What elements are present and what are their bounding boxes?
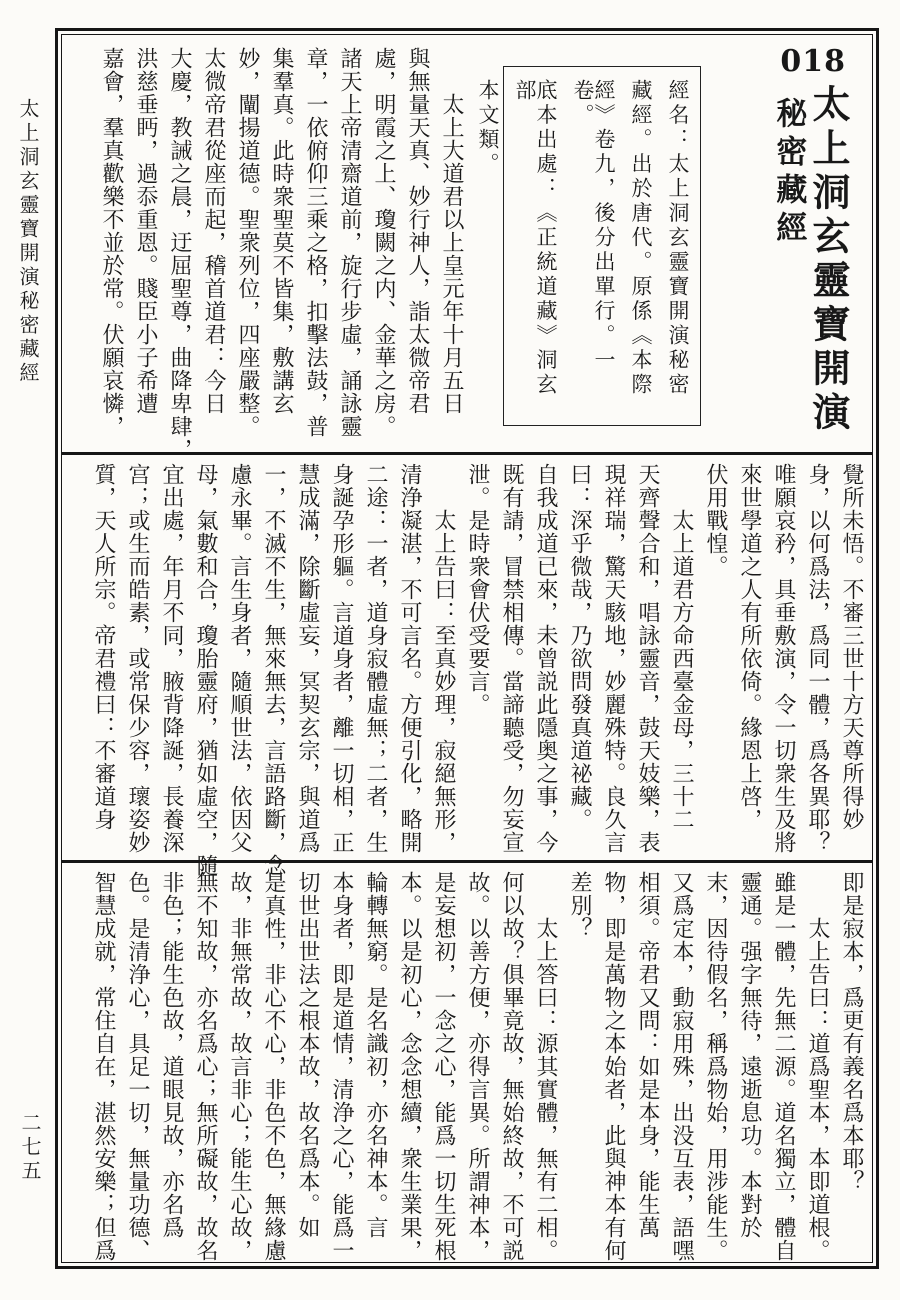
band-middle	[62, 455, 872, 877]
text-column: 故。以善方便，亦得言異。所謂神本，	[465, 871, 490, 1262]
text-column: 物，即是萬物之本始者，此與神本有何	[601, 871, 626, 1262]
text-column: 切世出世法之根本故，故名爲本。如	[295, 871, 320, 1239]
text-column: 宜出處，年月不同，腋背降誕，長養深	[159, 463, 184, 854]
text-column: 智慧成就，常住自在，湛然安樂；但爲	[91, 871, 116, 1262]
band-bottom	[62, 863, 872, 1262]
text-column: 輪轉無窮。是名識初，亦名神本。言	[363, 871, 388, 1239]
scripture-title-sub: 秘密藏經	[770, 97, 807, 249]
text-column: 慧成滿，除斷虛妄，冥契玄宗，與道爲	[295, 463, 320, 854]
band-top	[62, 35, 872, 461]
text-column: 何以故？俱畢竟故，無始終故，不可説	[499, 871, 524, 1262]
text-column: 處，明霞之上、瓊闕之内、金華之房。	[371, 47, 396, 438]
text-column: 嘉會，羣真歡樂不並於常。伏願哀憐，	[99, 47, 124, 438]
scripture-title-main: 太上洞玄靈寶開演	[806, 84, 851, 436]
bibliographic-column: 藏經。出於唐代。原係《本際	[629, 79, 653, 398]
text-column: 自我成道已來，未曾説此隱奥之事，今	[533, 463, 558, 854]
bibliographic-box	[476, 66, 701, 426]
text-column: 靈通。强字無待，遠逝息功。本對於	[737, 871, 762, 1239]
text-column: 身，以何爲法，爲同一體，爲各異耶？	[805, 463, 830, 854]
text-column: 大慶，教誡之晨，迂屈聖尊，曲降卑肆，	[167, 47, 192, 461]
bottom-band-text	[70, 871, 864, 1262]
text-column: 伏用戰惶。	[703, 463, 728, 578]
scripture-title	[749, 84, 850, 464]
text-column: 宫；或生而皓素，或常保少容，瓌姿妙	[125, 463, 150, 854]
text-column: 母，氣數和合，瓊胎靈府，猶如虛空，隨	[193, 463, 218, 877]
text-column: 色。是清浄心，具足一切，無量功德、	[125, 871, 150, 1262]
text-column: 差別？	[567, 871, 592, 940]
text-column: 太上大道君以上皇元年十月五日	[439, 47, 464, 415]
text-column: 諸天上帝清齋道前，旋行步虛，誦詠靈	[337, 47, 362, 438]
text-column: 太上答曰：源其實體，無有二相。	[533, 871, 558, 1262]
page-frame-inner	[61, 34, 873, 1263]
collection-number: 018	[780, 44, 846, 79]
text-column: 曰：深乎微哉，乃欲問發真道祕藏。	[567, 463, 592, 831]
text-column: 二途：一者，道身寂體虛無；二者，生	[363, 463, 388, 854]
text-column: 一，不滅不生，無來無去，言語路斷，念	[261, 463, 286, 877]
bibliographic-column: 經》卷九，後分出單行。一卷。	[571, 79, 616, 373]
text-column: 又爲定本，動寂用殊，出没互表，語嘿	[669, 871, 694, 1262]
text-column: 身誕孕形軀。言道身者，離一切相，正	[329, 463, 354, 854]
text-column: 來世學道之人有所依倚。緣恩上啓，	[737, 463, 762, 831]
text-column: 太上告曰：至真妙理，寂絕無形，	[431, 463, 456, 854]
text-column: 本。以是初心，念念想續，衆生業果，	[397, 871, 422, 1262]
text-column: 泄。是時衆會伏受要言。	[465, 463, 490, 716]
page-number: 二七五	[18, 1112, 42, 1184]
top-band-text	[70, 47, 464, 461]
text-column: 慮永畢。言生身者，隨順世法，依因父	[227, 463, 252, 854]
text-column: 與無量天真、妙行神人，詣太微帝君	[405, 47, 430, 415]
text-column: 是妄想初，一念之心，能爲一切生死根	[431, 871, 456, 1262]
text-column: 洪慈垂眄，過忝重恩。賤臣小子希遭	[133, 47, 158, 415]
text-column: 非色；能生色故，道眼見故，亦名爲	[159, 871, 184, 1239]
spine-title: 太上洞玄靈寶開演秘密藏經	[16, 98, 40, 386]
text-column: 雖是一體，先無二源。道名獨立，體自	[771, 871, 796, 1262]
text-column: 既有請，冒禁相傳。當諦聽受，勿妄宣	[499, 463, 524, 854]
bibliographic-column: 經名：太上洞玄靈寶開演秘密	[666, 79, 690, 398]
text-column: 即是寂本，爲更有義名爲本耶？	[839, 871, 864, 1193]
text-column: 章，一依俯仰三乘之格，扣擊法鼓，普	[303, 47, 328, 438]
text-column: 故，非無常故，故言非心；能生心故，	[227, 871, 252, 1262]
text-column: 妙，闡揚道德。聖衆列位，四座嚴整。	[235, 47, 260, 438]
text-column: 集羣真。此時衆聖莫不皆集，敷講玄	[269, 47, 294, 415]
text-column: 太上道君方命西臺金母，三十二	[669, 463, 694, 831]
text-column: 清浄凝湛，不可言名。方便引化，略開	[397, 463, 422, 854]
bibliographic-column: 底本出處：《正統道藏》洞玄部	[513, 79, 558, 398]
text-column: 覺所未悟。不審三世十方天尊所得妙	[839, 463, 864, 831]
page-frame	[55, 28, 879, 1269]
text-column: 無不知故，亦名爲心；無所礙故，故名	[193, 871, 218, 1262]
bibliographic-column: 本文類。	[476, 79, 500, 177]
text-column: 末，因待假名，稱爲物始，用涉能生。	[703, 871, 728, 1262]
text-column: 太上告曰：道爲聖本，本即道根。	[805, 871, 830, 1262]
middle-band-text	[70, 463, 864, 877]
text-column: 太微帝君從座而起，稽首道君：今日	[201, 47, 226, 415]
text-column: 現祥瑞，驚天駭地，妙麗殊特。良久言	[601, 463, 626, 854]
text-column: 本身者，即是道情，清浄之心，能爲一	[329, 871, 354, 1262]
text-column: 質，天人所宗。帝君禮曰：不審道身	[91, 463, 116, 831]
text-column: 是真性，非心不心，非色不色，無緣慮	[261, 871, 286, 1262]
text-column: 天齊聲合和，唱詠靈音，鼓天妓樂，表	[635, 463, 660, 854]
text-column: 唯願哀矜，具垂敷演，令一切衆生及將	[771, 463, 796, 854]
text-column: 相須。帝君又問：如是本身，能生萬	[635, 871, 660, 1239]
